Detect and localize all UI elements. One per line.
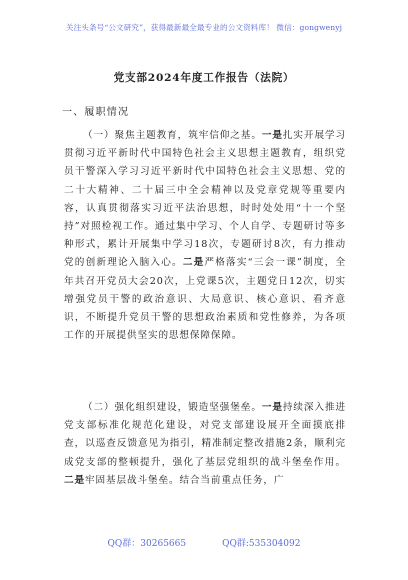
paragraph-lead: （二）强化组织建设，锻造坚强堡垒。	[83, 402, 262, 413]
qq-group-2: QQ群:535304092	[222, 539, 301, 549]
header-notice: 关注头条号“公文研究”，获得最新最全最专业的公文资料库！ 微信：gongwenyj	[65, 23, 343, 32]
paragraph-text: 扎实开展学习贯彻习近平新时代中国特色社会主义思想主题教育，组织党员干警深入学习习近平新时代中国特色社会主义思想、党的二十大精神、二十届三中全会精神以及党章党规等重要内容，认真贯彻落实习近平法治思想，时时处处用“十一个坚持”对照检视工作。通过集中学习、个人自学、专题研讨等多种形式，累计开展集中学习18次，专题研讨8次，有力推动党的创新理论入脑入心。	[64, 130, 346, 269]
qq-group-1: QQ群：30265665	[107, 539, 187, 549]
paragraph-1	[64, 127, 346, 345]
paragraph-text: 持续深入推进党支部标准化规范化建设，对党支部建设展开全面摸底排查，以巡查反馈意见为指引，精准制定整改措施2条，顺利完成党支部的整顿提升，强化了基层党组织的战斗堡垒作用。	[64, 402, 346, 468]
paragraph-text: 严格落实“三会一课”制度，全年共召开党员大会20次，上党课5次，主题党日12次，切实增强党员干警的政治意识、大局意识、核心意识、看齐意识，不断提升党员干警的思想政治素质和党性修养，为各项工作的开展提供坚实的思想保障保障。	[64, 257, 346, 342]
section-heading: 一、履职情况	[62, 107, 130, 118]
marker-first: 一是	[261, 130, 283, 141]
paragraph-text: 牢固基层战斗堡垒。结合当前重点任务，广	[85, 474, 285, 486]
footer	[0, 536, 408, 549]
page-title: 党支部2024年度工作报告（法院）	[113, 72, 295, 84]
marker-first: 一是	[261, 402, 283, 413]
paragraph-lead: （一）聚焦主题教育，筑牢信仰之基。	[83, 130, 262, 141]
paragraph-2	[64, 399, 346, 490]
marker-second: 二是	[182, 257, 205, 269]
marker-second: 二是	[64, 474, 85, 486]
